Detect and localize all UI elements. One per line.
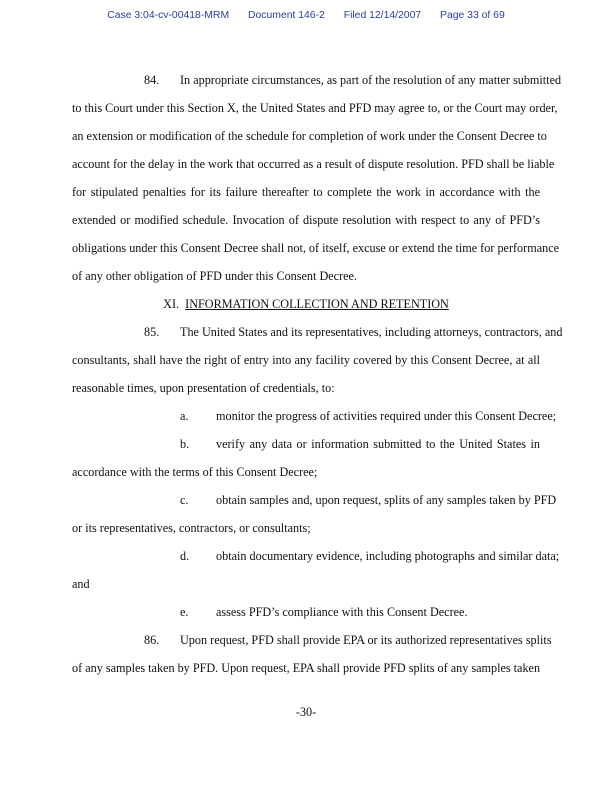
paragraph-86-line: of any samples taken by PFD. Upon request, EPA shall provide PFD splits of any samples taken [72, 661, 541, 675]
paragraph-number: 84. [144, 73, 160, 87]
paragraph-number: 85. [144, 325, 160, 339]
paragraph-84-line-1: 84. In appropriate circumstances, as part of the resolution of any matter submitted [144, 73, 562, 87]
page-count: Page 33 of 69 [440, 10, 505, 21]
paragraph-85-line-1: 85. The United States and its representatives, including attorneys, contractors, and [144, 325, 563, 339]
paragraph-84-line: of any other obligation of PFD under this Consent Decree. [72, 269, 357, 283]
section-number: XI. [163, 297, 180, 311]
list-item-d: d. obtain documentary evidence, including photographs and similar data; [180, 549, 560, 563]
paragraph-84-line: to this Court under this Section X, the United States and PFD may agree to, or the Court may order, [72, 101, 558, 115]
paragraph-84-line: an extension or modification of the schedule for completion of work under the Consent Decree to [72, 129, 547, 143]
paragraph-84-line: for stipulated penalties for its failure thereafter to complete the work in accordance with the [72, 185, 540, 199]
list-item-b: b. verify any data or information submitted to the United States in [180, 437, 540, 451]
item-letter: b. [180, 437, 190, 451]
item-letter: e. [180, 605, 189, 619]
paragraph-84-line: extended or modified schedule. Invocation of dispute resolution with respect to any of PFD’s [72, 213, 540, 227]
filed-date: Filed 12/14/2007 [343, 10, 422, 21]
filing-header [0, 10, 612, 21]
paragraph-85-line: reasonable times, upon presentation of credentials, to: [72, 381, 335, 395]
section-title: INFORMATION COLLECTION AND RETENTION [185, 297, 449, 311]
list-item-b-continuation: accordance with the terms of this Consent Decree; [72, 465, 318, 479]
paragraph-85-line: consultants, shall have the right of entry into any facility covered by this Consent Decree, at all [72, 353, 540, 367]
list-item-c-continuation: or its representatives, contractors, or consultants; [72, 521, 311, 535]
section-heading [72, 297, 540, 311]
list-item-d-continuation: and [72, 577, 90, 591]
item-letter: c. [180, 493, 189, 507]
paragraph-number: 86. [144, 633, 160, 647]
item-letter: d. [180, 549, 190, 563]
item-letter: a. [180, 409, 189, 423]
list-item-c: c. obtain samples and, upon request, splits of any samples taken by PFD [180, 493, 557, 507]
case-number: Case 3:04-cv-00418-MRM [107, 10, 230, 21]
paragraph-84-line: obligations under this Consent Decree shall not, of itself, excuse or extend the time for performance [72, 241, 560, 255]
paragraph-86-line-1: 86. Upon request, PFD shall provide EPA or its authorized representatives splits [144, 633, 552, 647]
list-item-a: a. monitor the progress of activities required under this Consent Decree; [180, 409, 557, 423]
list-item-e: e. assess PFD’s compliance with this Consent Decree. [180, 605, 468, 619]
page-number: -30- [295, 705, 317, 719]
document-number: Document 146-2 [248, 10, 325, 21]
paragraph-84-line: account for the delay in the work that occurred as a result of dispute resolution. PFD shall be liable [72, 157, 555, 171]
